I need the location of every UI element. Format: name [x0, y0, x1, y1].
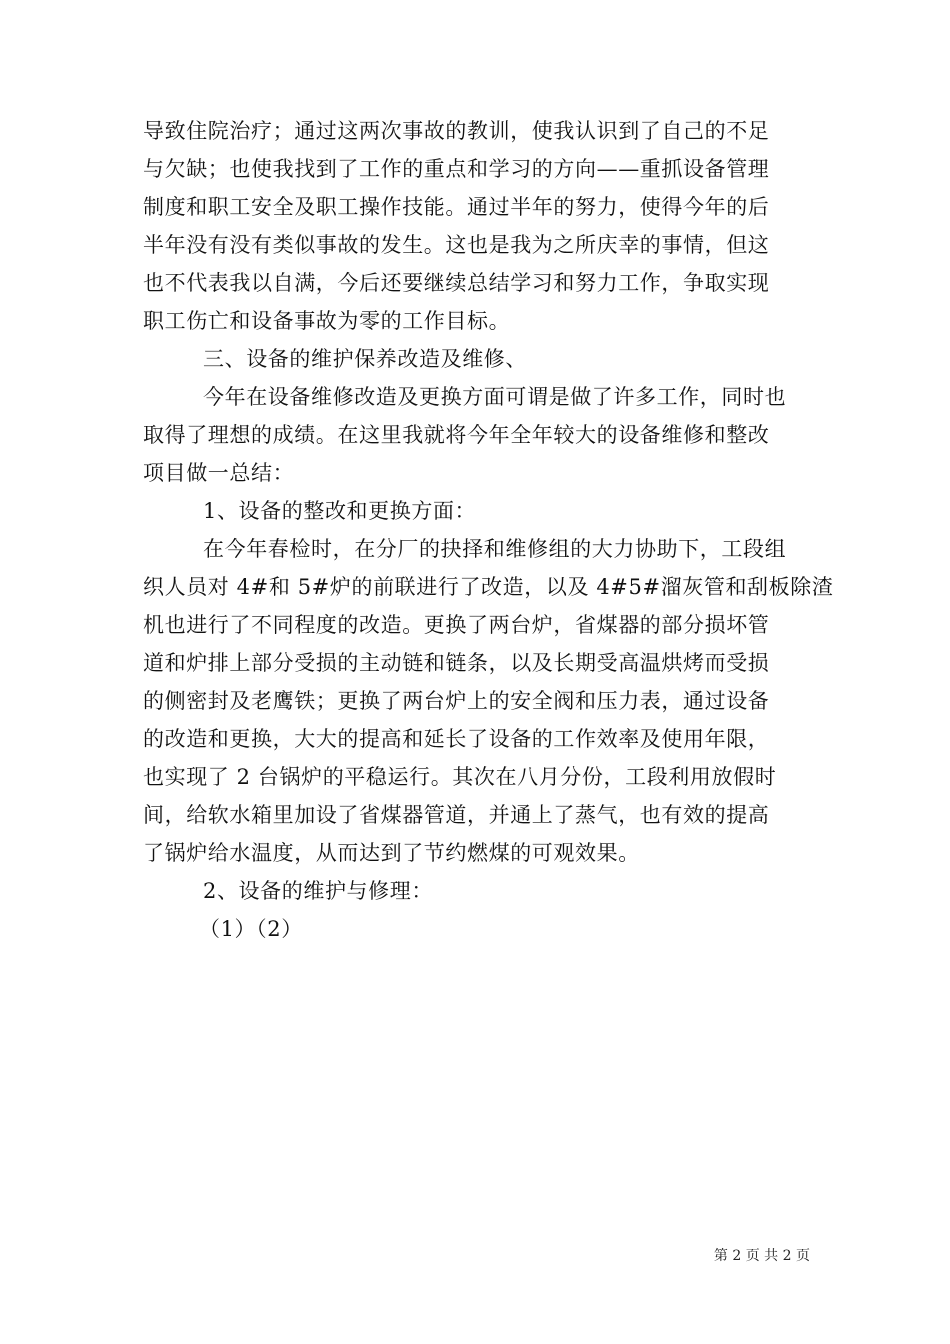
list-item-markers: （1）（2） — [199, 917, 303, 941]
subheading-one — [143, 492, 813, 530]
text-line: 的侧密封及老鹰铁；更换了两台炉上的安全阀和压力表，通过设备 — [143, 689, 770, 713]
text-line: 项目做一总结： — [143, 461, 295, 485]
heading-text: 1、设备的整改和更换方面： — [203, 499, 477, 523]
text-line: 半年没有没有类似事故的发生。这也是我为之所庆幸的事情，但这 — [143, 233, 770, 257]
subheading-two — [143, 872, 813, 910]
text-line: 的改造和更换，大大的提高和延长了设备的工作效率及使用年限， — [143, 727, 770, 751]
paragraph-accident-summary — [143, 112, 813, 340]
text-line: 制度和职工安全及职工操作技能。通过半年的努力，使得今年的后 — [143, 195, 770, 219]
text-line: 在今年春检时，在分厂的抉择和维修组的大力协助下，工段组 — [203, 537, 787, 561]
text-line: 间，给软水箱里加设了省煤器管道，并通上了蒸气，也有效的提高 — [143, 803, 770, 827]
text-line: 职工伤亡和设备事故为零的工作目标。 — [143, 309, 511, 333]
text-line: 也不代表我以自满，今后还要继续总结学习和努力工作，争取实现 — [143, 271, 770, 295]
section-heading-three — [143, 340, 813, 378]
text-line: 导致住院治疗；通过这两次事故的教训，使我认识到了自己的不足 — [143, 119, 770, 143]
page-number-footer: 第 2 页 共 2 页 — [713, 1248, 810, 1264]
text-line: 织人员对 4#和 5#炉的前联进行了改造，以及 4#5#溜灰管和刮板除渣 — [143, 575, 834, 599]
heading-text: 三、设备的维护保养改造及维修、 — [203, 347, 527, 371]
heading-text: 2、设备的维护与修理： — [203, 879, 433, 903]
text-line: 机也进行了不同程度的改造。更换了两台炉，省煤器的部分损坏管 — [143, 613, 770, 637]
text-line: 与欠缺；也使我找到了工作的重点和学习的方向——重抓设备管理 — [143, 157, 770, 181]
list-items-placeholder — [143, 910, 813, 948]
text-line: 了锅炉给水温度，从而达到了节约燃煤的可观效果。 — [143, 841, 640, 865]
paragraph-maintenance-intro — [143, 378, 813, 492]
text-line: 取得了理想的成绩。在这里我就将今年全年较大的设备维修和整改 — [143, 423, 770, 447]
document-body — [143, 112, 834, 948]
paragraph-retrofit-details — [143, 530, 834, 872]
text-line: 也实现了 2 台锅炉的平稳运行。其次在八月分份，工段利用放假时 — [143, 765, 777, 789]
text-line: 道和炉排上部分受损的主动链和链条，以及长期受高温烘烤而受损 — [143, 651, 770, 675]
text-line: 今年在设备维修改造及更换方面可谓是做了许多工作，同时也 — [203, 385, 787, 409]
